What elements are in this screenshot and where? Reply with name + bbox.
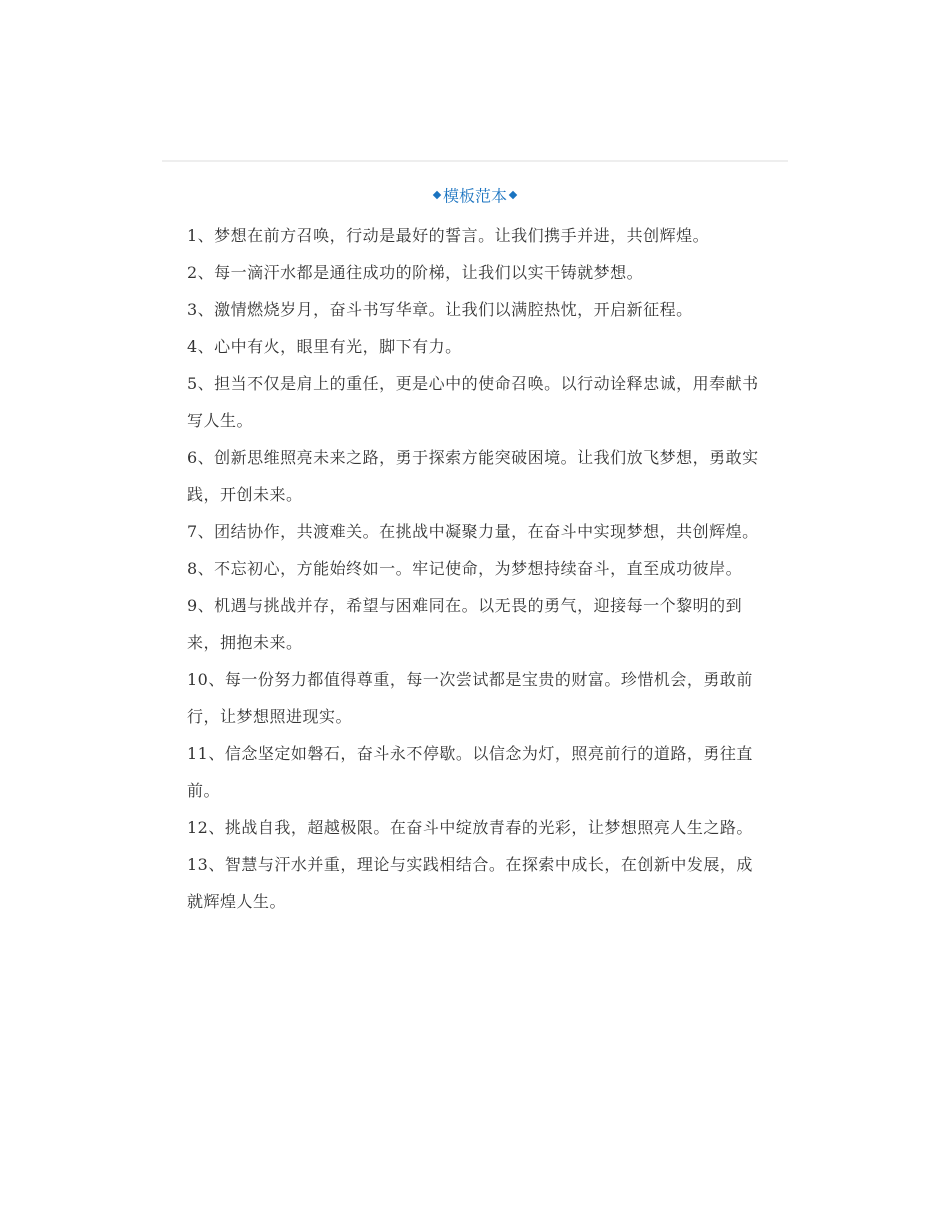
list-item: 7、团结协作，共渡难关。在挑战中凝聚力量，在奋斗中实现梦想，共创辉煌。	[187, 522, 759, 541]
diamond-left-icon	[433, 190, 441, 198]
list-item: 3、激情燃烧岁月，奋斗书写华章。让我们以满腔热忱，开启新征程。	[187, 300, 693, 319]
list-item: 1、梦想在前方召唤，行动是最好的誓言。让我们携手并进，共创辉煌。	[187, 226, 710, 245]
list-item: 8、不忘初心，方能始终如一。牢记使命，为梦想持续奋斗，直至成功彼岸。	[187, 559, 743, 578]
list-item: 10、每一份努力都值得尊重，每一次尝试都是宝贵的财富。珍惜机会，勇敢前行，让梦想照进现实。	[187, 670, 753, 726]
section-title	[162, 184, 788, 209]
diamond-right-icon	[509, 190, 517, 198]
list-item: 6、创新思维照亮未来之路，勇于探索方能突破困境。让我们放飞梦想，勇敢实践，开创未来。	[187, 448, 759, 504]
list-item: 12、挑战自我，超越极限。在奋斗中绽放青春的光彩，让梦想照亮人生之路。	[187, 818, 753, 837]
top-divider	[162, 160, 788, 162]
list-item: 9、机遇与挑战并存，希望与困难同在。以无畏的勇气，迎接每一个黎明的到来，拥抱未来。	[187, 596, 743, 652]
slogan-list	[187, 217, 765, 920]
list-item: 2、每一滴汗水都是通往成功的阶梯，让我们以实干铸就梦想。	[187, 263, 644, 282]
list-item: 4、心中有火，眼里有光，脚下有力。	[187, 337, 462, 356]
list-item: 13、智慧与汗水并重，理论与实践相结合。在探索中成长，在创新中发展，成就辉煌人生。	[187, 855, 753, 911]
section-title-text: 模板范本	[442, 186, 507, 206]
list-item: 5、担当不仅是肩上的重任，更是心中的使命召唤。以行动诠释忠诚，用奉献书写人生。	[187, 374, 759, 430]
list-item: 11、信念坚定如磐石，奋斗永不停歇。以信念为灯，照亮前行的道路，勇往直前。	[187, 744, 753, 800]
